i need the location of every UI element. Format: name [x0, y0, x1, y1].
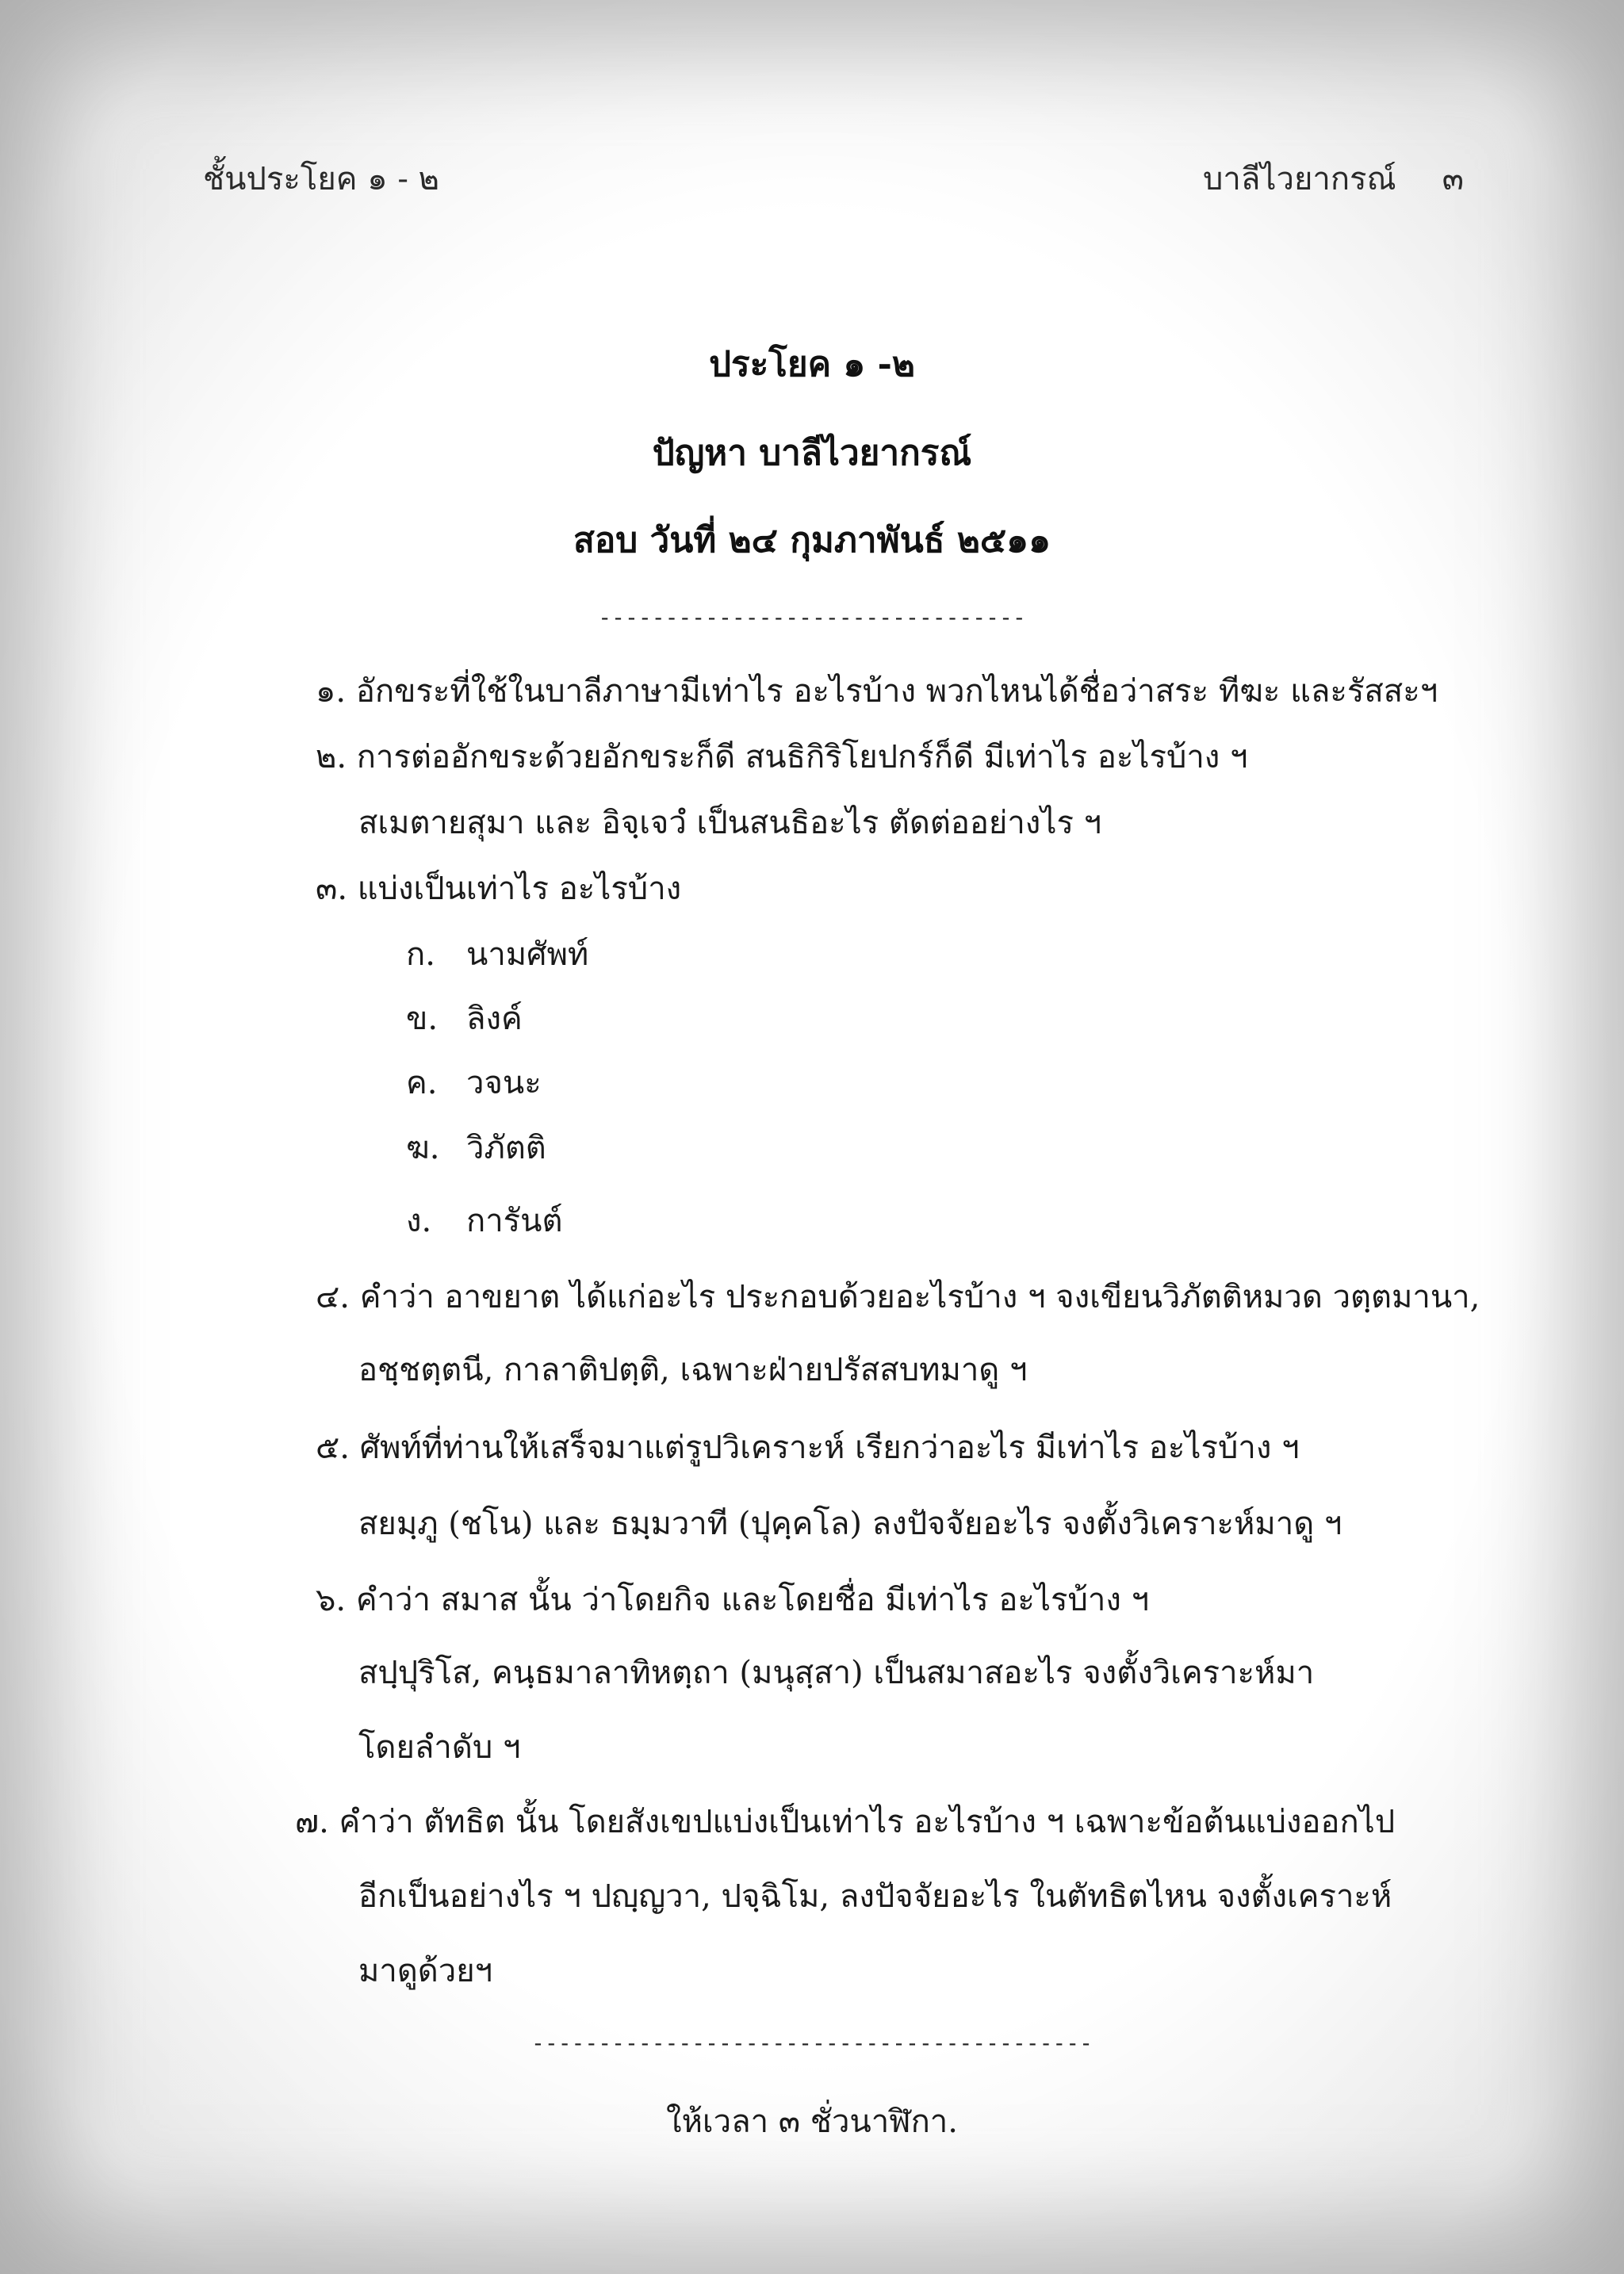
question-6-line-3: โดยลำดับ ฯ: [358, 1729, 521, 1766]
question-2-line-2: สเมตายสุมา และ อิจฺเจวํ เป็นสนธิอะไร ตัดต่ออย่างไร ฯ: [358, 805, 1102, 841]
separator-top: --------------------------------: [598, 604, 1026, 630]
question-7-line-2: อีกเป็นอย่างไร ฯ ปญฺญวา, ปจฺฉิโม, ลงปัจจัยอะไร ในตัทธิตไหน จงตั้งเคราะห์: [358, 1878, 1392, 1915]
question-3-item: [406, 1061, 542, 1105]
item-letter: ข.: [406, 1001, 439, 1037]
item-letter: ค.: [406, 1065, 438, 1101]
separator-bottom: ------------------------------------------: [530, 2030, 1093, 2056]
exam-date-title: สอบ วันที่ ๒๔ กุมภาพันธ์ ๒๕๑๑: [573, 520, 1051, 561]
running-head-title: บาลีไวยากรณ์: [1203, 161, 1396, 197]
exam-subject-title: ปัญหา บาลีไวยากรณ์: [652, 433, 972, 473]
question-3-item: [406, 1126, 546, 1170]
question-3-item: [406, 1199, 562, 1243]
running-head-left: ชั้นประโยค ๑ - ๒: [203, 161, 439, 197]
time-allowed: ให้เวลา ๓ ชั่วนาฬิกา.: [666, 2104, 958, 2140]
question-5-line-2: สยมฺภู (ชโน) และ ธมฺมวาที (ปุคฺคโล) ลงปัจจัยอะไร จงตั้งวิเคราะห์มาดู ฯ: [358, 1506, 1342, 1542]
question-7-line-1: ๗. คำว่า ตัทธิต นั้น โดยสังเขปแบ่งเป็นเท่าไร อะไรบ้าง ฯ เฉพาะข้อต้นแบ่งออกไป: [295, 1804, 1396, 1840]
question-6-line-2: สปฺปุริโส, คนฺธมาลาทิหตฺถา (มนุสฺสา) เป็นสมาสอะไร จงตั้งวิเคราะห์มา: [358, 1655, 1315, 1691]
question-3-item: [406, 997, 523, 1041]
question-3-item: [406, 932, 588, 977]
question-6-line-1: ๖. คำว่า สมาส นั้น ว่าโดยกิจ และโดยชื่อ มีเท่าไร อะไรบ้าง ฯ: [316, 1582, 1150, 1618]
exam-level-title: ประโยค ๑ -๒: [709, 344, 915, 385]
question-7-line-3: มาดูด้วยฯ: [358, 1953, 493, 1989]
running-head-right: [1203, 157, 1464, 201]
question-2-line-1: ๒. การต่ออักขระด้วยอักขระก็ดี สนธิกิริโยปกร์ก็ดี มีเท่าไร อะไรบ้าง ฯ: [316, 739, 1248, 775]
item-text: นามศัพท์: [466, 936, 589, 973]
page-number: ๓: [1442, 161, 1464, 197]
item-letter: ง.: [406, 1203, 432, 1239]
item-text: การันต์: [466, 1203, 563, 1239]
item-letter: ฆ.: [406, 1130, 440, 1166]
item-text: วจนะ: [466, 1065, 542, 1101]
question-1: ๑. อักขระที่ใช้ในบาลีภาษามีเท่าไร อะไรบ้าง พวกไหนได้ชื่อว่าสระ ทีฆะ และรัสสะฯ: [316, 673, 1438, 710]
question-4-line-1: ๔. คำว่า อาขยาต ได้แก่อะไร ประกอบด้วยอะไรบ้าง ฯ จงเขียนวิภัตติหมวด วตฺตมานา,: [316, 1279, 1480, 1315]
question-5-line-1: ๕. ศัพท์ที่ท่านให้เสร็จมาแต่รูปวิเคราะห์ เรียกว่าอะไร มีเท่าไร อะไรบ้าง ฯ: [316, 1430, 1300, 1466]
question-3: ๓. แบ่งเป็นเท่าไร อะไรบ้าง: [316, 871, 682, 907]
item-letter: ก.: [406, 936, 435, 973]
question-4-line-2: อชฺชตฺตนี, กาลาติปตฺติ, เฉพาะฝ่ายปรัสสบทมาดู ฯ: [358, 1352, 1028, 1388]
item-text: วิภัตติ: [466, 1130, 546, 1166]
item-text: ลิงค์: [466, 1001, 523, 1037]
